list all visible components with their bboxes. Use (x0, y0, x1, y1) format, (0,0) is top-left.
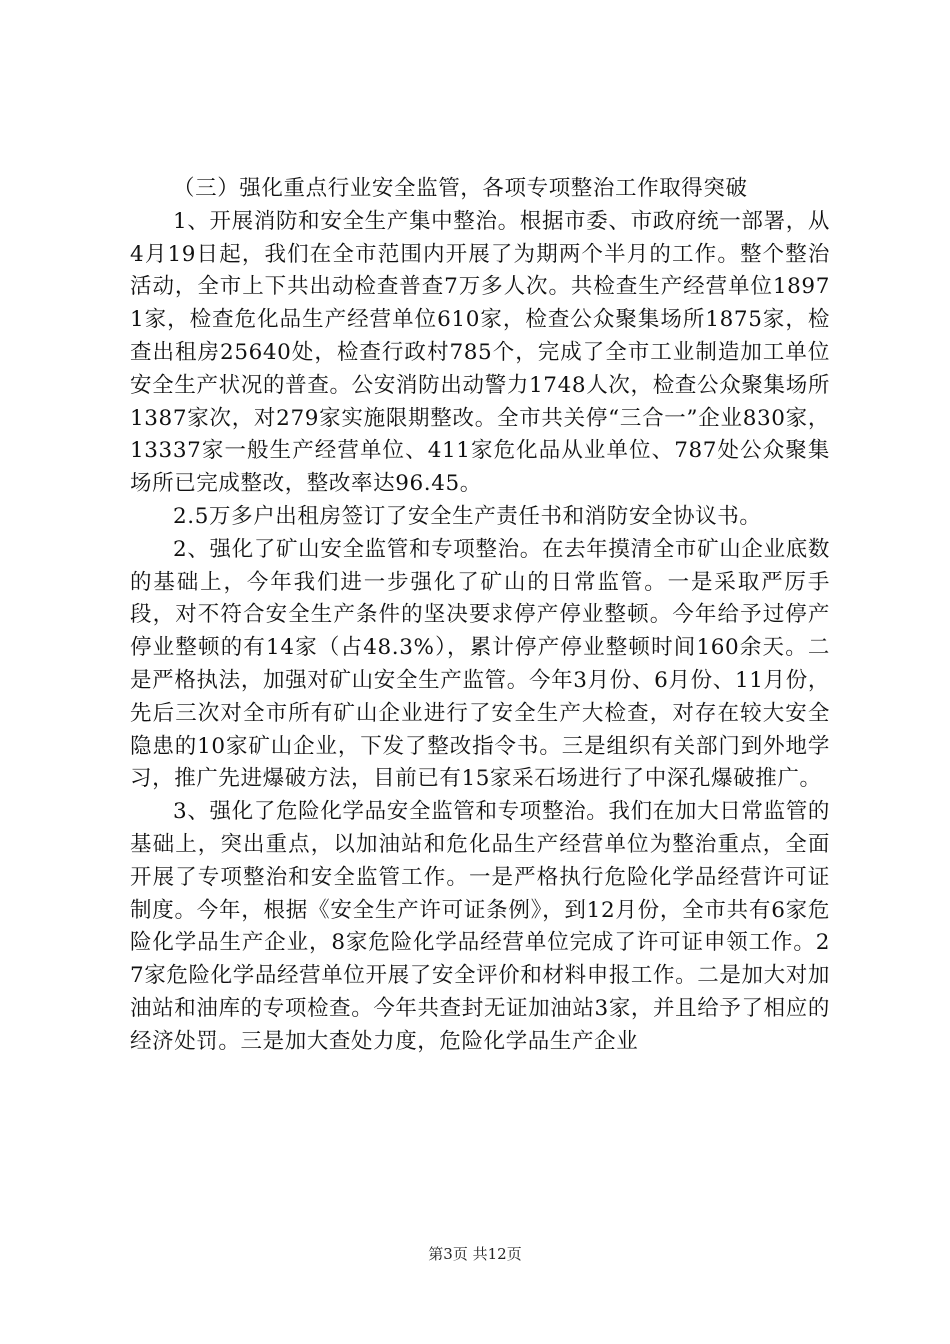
section-heading: （三）强化重点行业安全监管，各项专项整治工作取得突破 (173, 176, 748, 201)
document-body (130, 173, 830, 1059)
paragraph-mine-safety: 2、强化了矿山安全监管和专项整治。在去年摸清全市矿山企业底数的基础上，今年我们进一步强化了矿山的日常监管。一是采取严厉手段，对不符合安全生产条件的坚决要求停产停业整顿。今年给予过停产停业整顿的有14家（占48.3%），累计停产停业整顿时间160余天。二是严格执法，加强对矿山安全生产监管。今年3月份、6月份、11月份，先后三次对全市所有矿山企业进行了安全生产大检查，对存在较大安全隐患的10家矿山企业，下发了整改指令书。三是组织有关部门到外地学习，推广先进爆破方法，目前已有15家采石场进行了中深孔爆破推广。 (130, 536, 830, 792)
paragraph-fire-safety: 1、开展消防和安全生产集中整治。根据市委、市政府统一部署，从4月19日起，我们在全市范围内开展了为期两个半月的工作。整个整治活动，全市上下共出动检查普查7万多人次。共检查生产经营单位18971家，检查危化品生产经营单位610家，检查公众聚集场所1875家，检查出租房25640处，检查行政村785个，完成了全市工业制造加工单位安全生产状况的普查。公安消防出动警力1748人次，检查公众聚集场所1387家次，对279家实施限期整改。全市共关停“三合一”企业830家，13337家一般生产经营单位、411家危化品从业单位、787处公众聚集场所已完成整改，整改率达96.45。 (130, 208, 830, 497)
paragraph-hazardous-chemicals: 3、强化了危险化学品安全监管和专项整治。我们在加大日常监管的基础上，突出重点，以加油站和危化品生产经营单位为整治重点，全面开展了专项整治和安全监管工作。一是严格执行危险化学品经营许可证制度。今年，根据《安全生产许可证条例》，到12月份，全市共有6家危险化学品生产企业，8家危险化学品经营单位完成了许可证申领工作。27家危险化学品经营单位开展了安全评价和材料申报工作。二是加大对加油站和油库的专项检查。今年共查封无证加油站3家，并且给予了相应的经济处罚。三是加大查处力度，危险化学品生产企业 (130, 799, 830, 1054)
page-footer: 第3页 共12页 (428, 1245, 522, 1263)
paragraph-rental-housing: 2.5万多户出租房签订了安全生产责任书和消防安全协议书。 (173, 503, 762, 529)
